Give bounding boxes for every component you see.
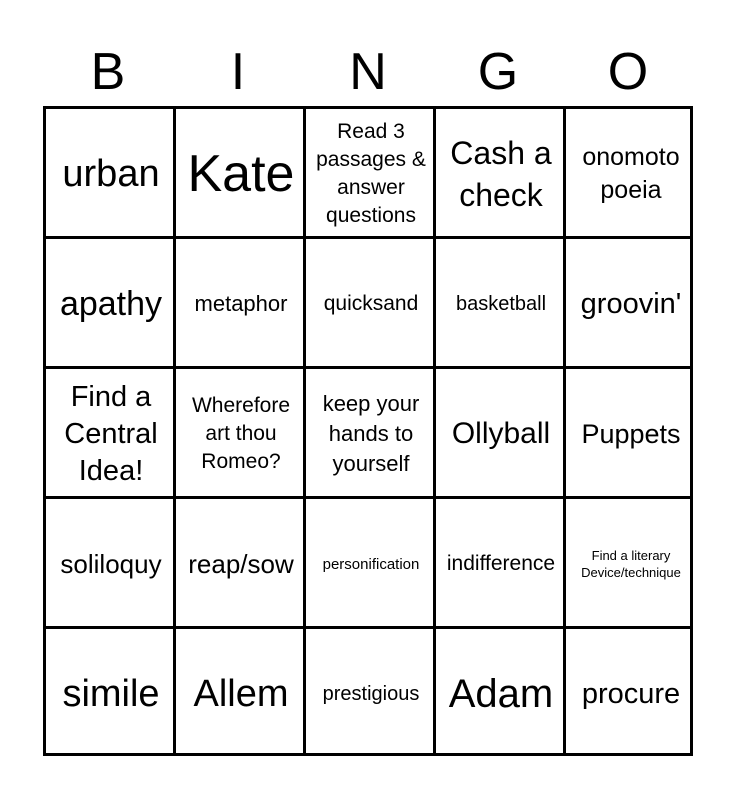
bingo-cell[interactable] [436, 369, 566, 499]
cell-text: Cash a check [450, 135, 552, 213]
bingo-cell[interactable] [176, 499, 306, 629]
bingo-cell[interactable] [566, 369, 696, 499]
cell-text: soliloquy [60, 548, 162, 579]
bingo-header [43, 40, 693, 104]
cell-text: prestigious [322, 682, 420, 705]
cell-text: Puppets [581, 418, 681, 449]
bingo-cell[interactable] [46, 499, 176, 629]
cell-text: Read 3 passages & answer questions [316, 120, 426, 227]
bingo-cell[interactable] [566, 499, 696, 629]
bingo-cell[interactable] [176, 239, 306, 369]
bingo-cell[interactable] [306, 369, 436, 499]
bingo-cell[interactable] [306, 109, 436, 239]
cell-text: onomoto poeia [582, 143, 680, 204]
cell-text: Allem [193, 672, 289, 715]
bingo-cell[interactable] [46, 239, 176, 369]
header-letter-o: O [607, 43, 649, 101]
cell-text: urban [62, 152, 160, 195]
cell-text: indifference [446, 552, 556, 575]
cell-text: apathy [59, 284, 163, 323]
bingo-cell[interactable] [46, 629, 176, 759]
bingo-cell[interactable] [176, 369, 306, 499]
cell-text: Ollyball [451, 417, 551, 450]
header-letter-i: I [230, 43, 246, 101]
bingo-cell[interactable] [306, 239, 436, 369]
bingo-cell[interactable] [436, 629, 566, 759]
cell-text: Find a Central Idea! [64, 380, 158, 487]
cell-text: reap/sow [188, 548, 294, 579]
header-letter-n: N [349, 43, 387, 101]
bingo-cell[interactable] [46, 109, 176, 239]
header-letter-b: B [90, 43, 126, 101]
cell-text: simile [62, 672, 160, 715]
cell-text: metaphor [194, 291, 288, 316]
cell-text: basketball [455, 292, 547, 315]
bingo-cell[interactable] [566, 239, 696, 369]
bingo-grid [43, 106, 693, 756]
cell-text: procure [581, 677, 681, 710]
cell-text: Find a literary Device/technique [581, 548, 681, 580]
bingo-cell[interactable] [176, 109, 306, 239]
bingo-cell[interactable] [306, 499, 436, 629]
cell-text: personification [322, 555, 420, 573]
bingo-cell[interactable] [176, 629, 306, 759]
bingo-cell[interactable] [566, 629, 696, 759]
cell-text: Adam [448, 671, 554, 716]
cell-text: quicksand [323, 292, 419, 315]
bingo-cell[interactable] [436, 109, 566, 239]
bingo-cell[interactable] [46, 369, 176, 499]
header-letter-g: G [477, 43, 519, 101]
cell-text: keep your hands to yourself [322, 391, 420, 476]
bingo-cell[interactable] [566, 109, 696, 239]
bingo-cell[interactable] [436, 499, 566, 629]
cell-text: groovin' [580, 287, 682, 320]
cell-text: Wherefore art thou Romeo? [191, 394, 291, 473]
cell-text: Kate [187, 145, 295, 203]
bingo-cell[interactable] [306, 629, 436, 759]
bingo-cell[interactable] [436, 239, 566, 369]
